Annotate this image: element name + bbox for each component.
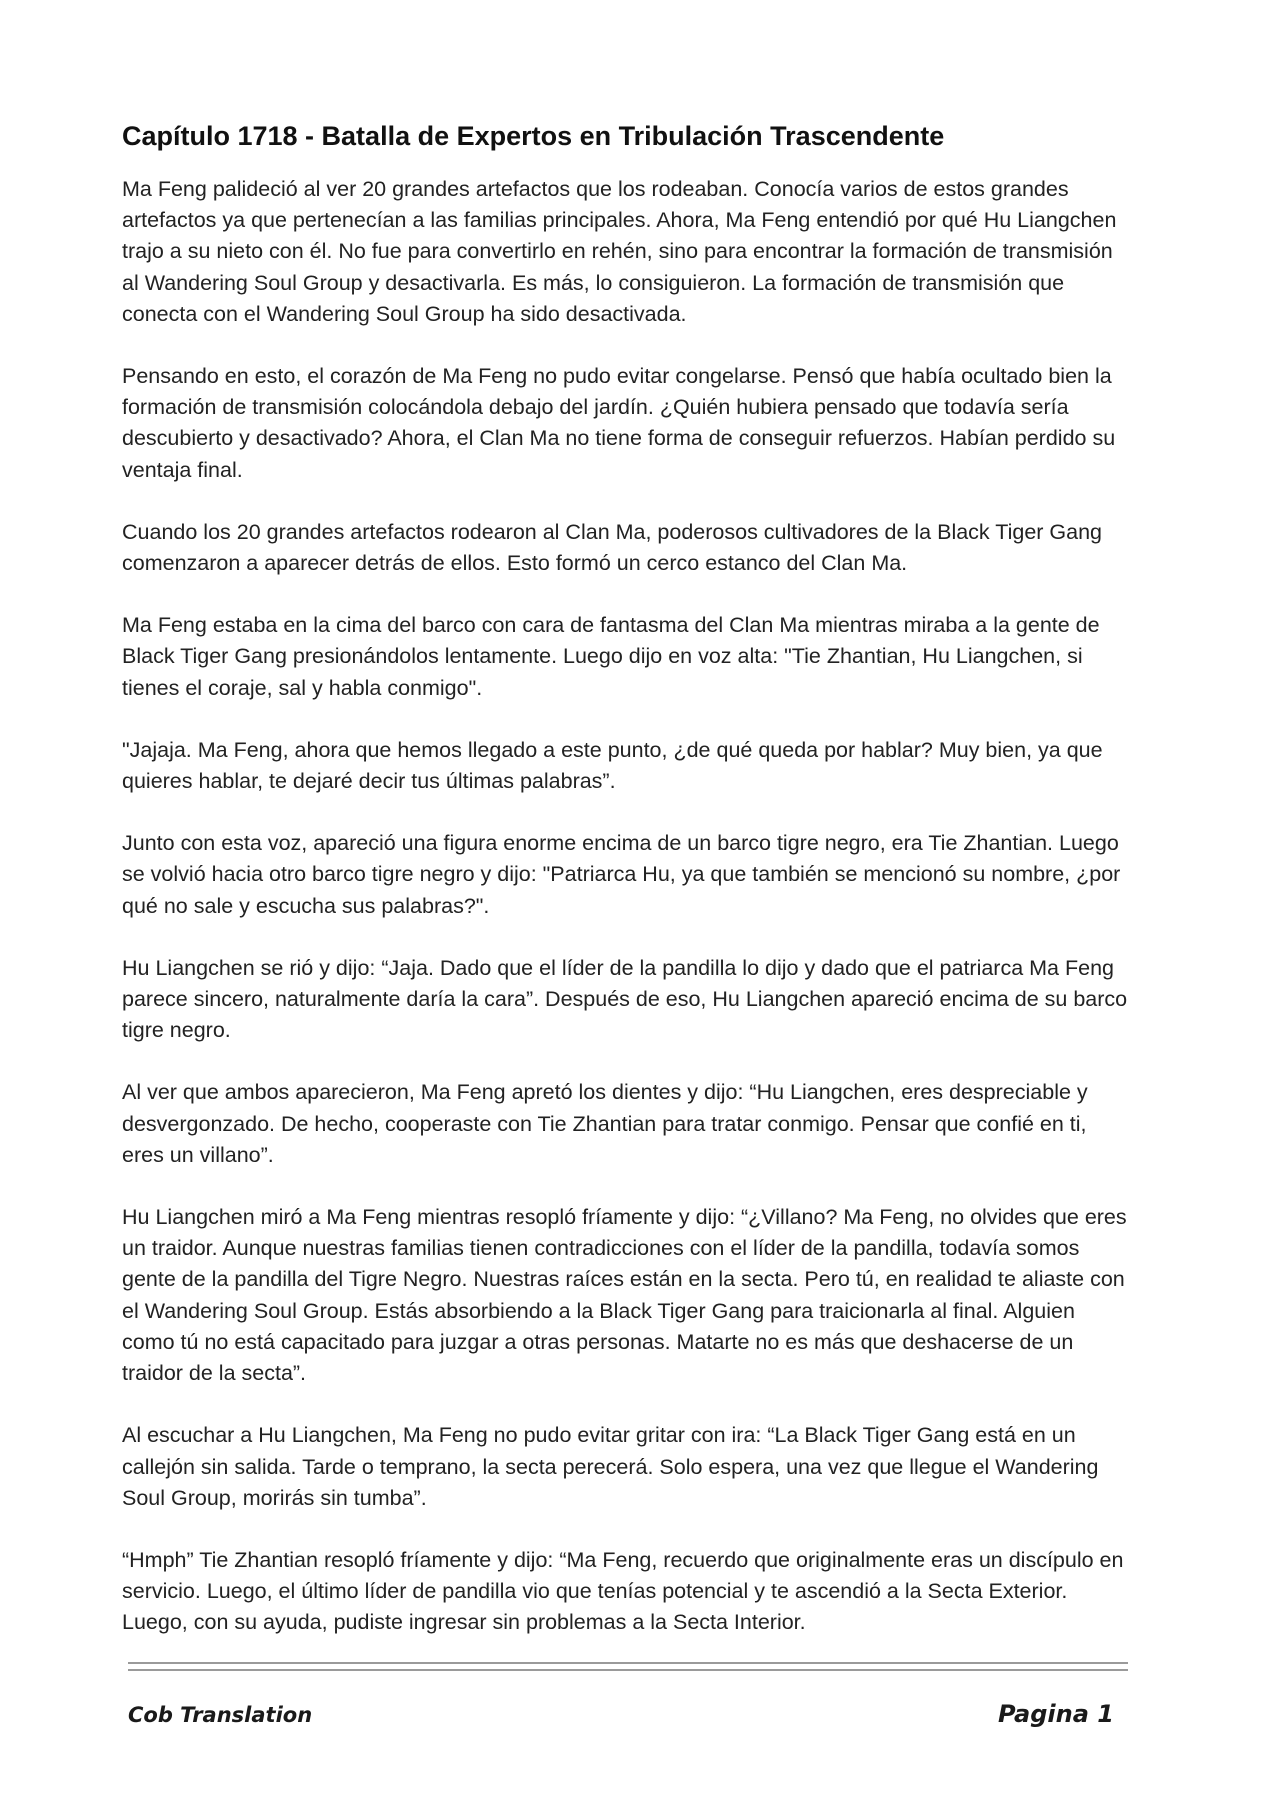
footer-page-number: Pagina 1 <box>998 1700 1114 1728</box>
paragraph-2: Pensando en esto, el corazón de Ma Feng no pudo evitar congelarse. Pensó que había ocultado bien la formación de transmisión colocándola debajo del jardín. ¿Quién hubiera pensado que todavía sería descubierto y desactivado? Ahora, el Clan Ma no tiene forma de conseguir refuerzos. Habían perdido su ventaja final. <box>122 364 1116 482</box>
paragraph-9: Hu Liangchen miró a Ma Feng mientras resopló fríamente y dijo: “¿Villano? Ma Feng, no olvides que eres un traidor. Aunque nuestras familias tienen contradicciones con el líder de la pandilla, todavía somos gente de la pandilla del Tigre Negro. Nuestras raíces están en la secta. Pero tú, en realidad te aliaste con el Wandering Soul Group. Estás absorbiendo a la Black Tiger Gang para traicionarla al final. Alguien como tú no está capacitado para juzgar a otras personas. Matarte no es más que deshacerse de un traidor de la secta”. <box>122 1205 1127 1386</box>
footer-divider-line-top <box>128 1662 1128 1664</box>
paragraph-4: Ma Feng estaba en la cima del barco con cara de fantasma del Clan Ma mientras miraba a la gente de Black Tiger Gang presionándolos lentamente. Luego dijo en voz alta: "Tie Zhantian, Hu Liangchen, si tienes el coraje, sal y habla conmigo". <box>122 613 1100 700</box>
paragraph-7: Hu Liangchen se rió y dijo: “Jaja. Dado que el líder de la pandilla lo dijo y dado que el patriarca Ma Feng parece sincero, naturalmente daría la cara”. Después de eso, Hu Liangchen apareció encima de su barco tigre negro. <box>122 955 1128 1043</box>
paragraph-10: Al escuchar a Hu Liangchen, Ma Feng no pudo evitar gritar con ira: “La Black Tiger Gang está en un callejón sin salida. Tarde o temprano, la secta perecerá. Solo espera, una vez que llegue el Wandering Soul Group, morirás sin tumba”. <box>122 1423 1099 1510</box>
footer-translator-credit: Cob Translation <box>128 1703 313 1727</box>
page-footer <box>128 1700 1114 1728</box>
document-page <box>122 118 1132 1670</box>
footer-divider-line-bottom <box>128 1669 1128 1671</box>
paragraph-5: "Jajaja. Ma Feng, ahora que hemos llegado a este punto, ¿de qué queda por hablar? Muy bien, ya que quieres hablar, te dejaré decir tus últimas palabras”. <box>122 737 1103 794</box>
footer-divider <box>128 1662 1128 1676</box>
paragraph-6: Junto con esta voz, apareció una figura enorme encima de un barco tigre negro, era Tie Zhantian. Luego se volvió hacia otro barco tigre negro y dijo: "Patriarca Hu, ya que también se mencionó su nombre, ¿por qué no sale y escucha sus palabras?". <box>122 831 1121 918</box>
paragraph-1: Ma Feng palideció al ver 20 grandes artefactos que los rodeaban. Conocía varios de estos grandes artefactos ya que pertenecían a las familias principales. Ahora, Ma Feng entendió por qué Hu Liangchen trajo a su nieto con él. No fue para convertirlo en rehén, sino para encontrar la formación de transmisión al Wandering Soul Group y desactivarla. Es más, lo consiguieron. La formación de transmisión que conecta con el Wandering Soul Group ha sido desactivada. <box>122 177 1117 326</box>
paragraph-11: “Hmph” Tie Zhantian resopló fríamente y dijo: “Ma Feng, recuerdo que originalmente eras un discípulo en servicio. Luego, el último líder de pandilla vio que tenías potencial y te ascendió a la Secta Exterior. Luego, con su ayuda, pudiste ingresar sin problemas a la Secta Interior. <box>122 1547 1124 1635</box>
paragraph-8: Al ver que ambos aparecieron, Ma Feng apretó los dientes y dijo: “Hu Liangchen, eres despreciable y desvergonzado. De hecho, cooperaste con Tie Zhantian para tratar conmigo. Pensar que confié en ti, eres un villano”. <box>122 1080 1088 1167</box>
chapter-title: Capítulo 1718 - Batalla de Expertos en Tribulación Trascendente <box>122 121 945 151</box>
paragraph-3: Cuando los 20 grandes artefactos rodearon al Clan Ma, poderosos cultivadores de la Black Tiger Gang comenzaron a aparecer detrás de ellos. Esto formó un cerco estanco del Clan Ma. <box>122 519 1103 576</box>
